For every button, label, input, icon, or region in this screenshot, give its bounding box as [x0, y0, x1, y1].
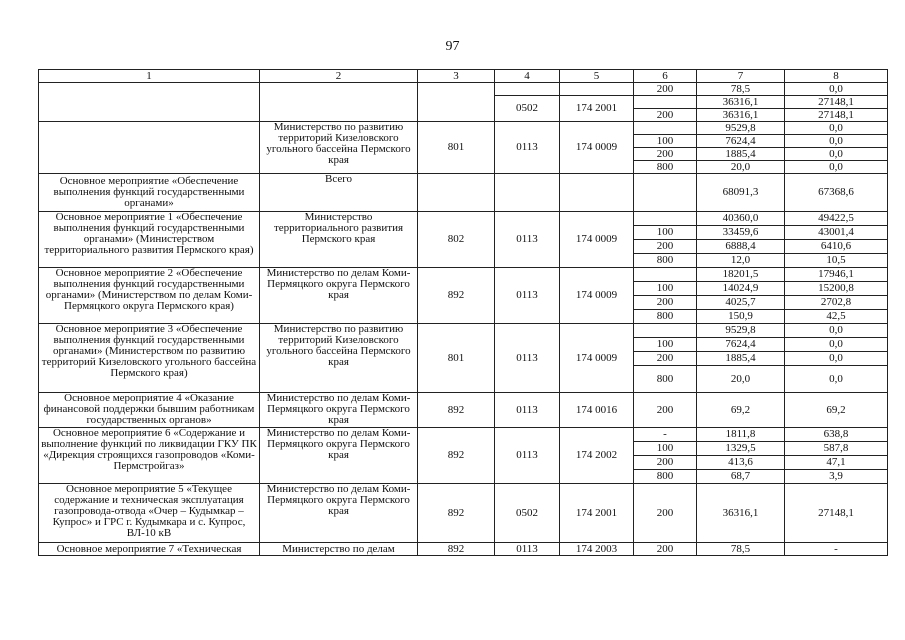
value-2019-cell: 78,5: [697, 83, 785, 96]
value-2020-cell: 638,8: [785, 428, 888, 442]
value-2020-cell: 2702,8: [785, 296, 888, 310]
grbs-cell: 892: [418, 393, 495, 428]
target-code-cell: 174 2001: [560, 484, 634, 543]
measure-cell: Основное мероприятие 4 «Оказание финансовой поддержки бывшим работникам государственных органов»: [39, 393, 260, 428]
value-2019-cell: 36316,1: [697, 96, 785, 109]
value-2020-cell: 43001,4: [785, 226, 888, 240]
value-2020-cell: 0,0: [785, 338, 888, 352]
value-2019-cell: 1811,8: [697, 428, 785, 442]
executor-cell: Министерство по делам: [260, 543, 418, 556]
kvr-cell: 200: [634, 543, 697, 556]
header-cell: 1: [39, 70, 260, 83]
value-2019-cell: 7624,4: [697, 135, 785, 148]
page-number: 97: [445, 39, 460, 54]
value-2019-cell: 78,5: [697, 543, 785, 556]
kvr-cell: 100: [634, 226, 697, 240]
value-2020-cell: 27148,1: [785, 109, 888, 122]
header-row: [39, 70, 888, 83]
table-row: [39, 174, 888, 212]
measure-cell: Основное мероприятие 2 «Обеспечение выполнения функций государственными органами» (Министерством по делам Коми-Пермяцкого округа Пермского края): [39, 268, 260, 324]
value-2020-cell: 3,9: [785, 470, 888, 484]
kvr-cell: [634, 324, 697, 338]
value-2020-cell: 10,5: [785, 254, 888, 268]
kvr-cell: 800: [634, 254, 697, 268]
measure-cell: Основное мероприятие 5 «Текущее содержание и техническая эксплуатация газопровода-отвода «Очер – Кудымкар – Купрос» и ГРС г. Кудымкара и с. Купрос, ВЛ-10 кВ: [39, 484, 260, 543]
value-2020-cell: 15200,8: [785, 282, 888, 296]
value-2019-cell: 12,0: [697, 254, 785, 268]
value-2019-cell: 36316,1: [697, 484, 785, 543]
table-row: [39, 268, 888, 282]
value-2019-cell: 40360,0: [697, 212, 785, 226]
kvr-cell: 200: [634, 296, 697, 310]
value-2020-cell: 27148,1: [785, 484, 888, 543]
empty-cell: [560, 83, 634, 96]
value-2019-cell: 9529,8: [697, 324, 785, 338]
measure-cell: Основное мероприятие «Обеспечение выполнения функций государственными органами»: [39, 174, 260, 212]
value-2019-cell: 36316,1: [697, 109, 785, 122]
kvr-cell: 800: [634, 366, 697, 393]
kvr-cell: [634, 122, 697, 135]
grbs-cell: 801: [418, 122, 495, 174]
section-code-cell: 0502: [495, 96, 560, 122]
empty-cell: [39, 83, 260, 122]
target-code-cell: 174 2002: [560, 428, 634, 484]
value-2019-cell: 1885,4: [697, 352, 785, 366]
kvr-cell: 800: [634, 161, 697, 174]
section-code-cell: 0113: [495, 543, 560, 556]
empty-cell: [418, 83, 495, 122]
value-2019-cell: 14024,9: [697, 282, 785, 296]
measure-cell: Основное мероприятие 7 «Техническая: [39, 543, 260, 556]
section-code-cell: 0113: [495, 428, 560, 484]
kvr-cell: 200: [634, 393, 697, 428]
value-2019-cell: 18201,5: [697, 268, 785, 282]
value-2020-cell: 6410,6: [785, 240, 888, 254]
target-code-cell: 174 0009: [560, 324, 634, 393]
empty-cell: [560, 174, 634, 212]
grbs-cell: 801: [418, 324, 495, 393]
value-2019-cell: 1329,5: [697, 442, 785, 456]
target-code-cell: 174 2001: [560, 96, 634, 122]
value-2019-cell: 68,7: [697, 470, 785, 484]
table-row: [39, 122, 888, 135]
value-2020-cell: 0,0: [785, 135, 888, 148]
table-row: [39, 543, 888, 556]
kvr-cell: 800: [634, 310, 697, 324]
empty-cell: [495, 174, 560, 212]
value-2019-cell: 4025,7: [697, 296, 785, 310]
value-2019-cell: 20,0: [697, 366, 785, 393]
table-row: [39, 484, 888, 543]
executor-cell: Министерство по делам Коми-Пермяцкого округа Пермского края: [260, 484, 418, 543]
value-2020-cell: 49422,5: [785, 212, 888, 226]
value-2019-cell: 69,2: [697, 393, 785, 428]
executor-cell: Министерство по развитию территорий Кизеловского угольного бассейна Пермского края: [260, 122, 418, 174]
budget-table: [38, 69, 888, 556]
empty-cell: [495, 83, 560, 96]
section-code-cell: 0113: [495, 393, 560, 428]
table-row: [39, 324, 888, 338]
kvr-cell: 200: [634, 352, 697, 366]
executor-cell: Министерство по делам Коми-Пермяцкого округа Пермского края: [260, 393, 418, 428]
empty-cell: [39, 122, 260, 174]
value-2020-cell: 0,0: [785, 366, 888, 393]
section-code-cell: 0113: [495, 268, 560, 324]
value-2019-cell: 68091,3: [697, 174, 785, 212]
header-cell: 5: [560, 70, 634, 83]
value-2019-cell: 7624,4: [697, 338, 785, 352]
kvr-cell: 200: [634, 83, 697, 96]
grbs-cell: 892: [418, 268, 495, 324]
value-2020-cell: 0,0: [785, 352, 888, 366]
target-code-cell: 174 0009: [560, 212, 634, 268]
value-2020-cell: 587,8: [785, 442, 888, 456]
target-code-cell: 174 0009: [560, 122, 634, 174]
kvr-cell: [634, 212, 697, 226]
value-2020-cell: 0,0: [785, 324, 888, 338]
kvr-cell: 800: [634, 470, 697, 484]
grbs-cell: 892: [418, 543, 495, 556]
header-cell: 2: [260, 70, 418, 83]
value-2019-cell: 20,0: [697, 161, 785, 174]
value-2019-cell: 33459,6: [697, 226, 785, 240]
empty-cell: [634, 174, 697, 212]
executor-cell: Министерство по развитию территорий Кизеловского угольного бассейна Пермского края: [260, 324, 418, 393]
empty-cell: [634, 96, 697, 109]
value-2020-cell: 67368,6: [785, 174, 888, 212]
value-2020-cell: 27148,1: [785, 96, 888, 109]
kvr-cell: 200: [634, 109, 697, 122]
kvr-cell: 200: [634, 240, 697, 254]
table-row: [39, 83, 888, 96]
value-2020-cell: 0,0: [785, 122, 888, 135]
measure-cell: Основное мероприятие 6 «Содержание и выполнение функций по ликвидации ГКУ ПК «Дирекция строящихся газопроводов «Коми-Пермстройгаз»: [39, 428, 260, 484]
header-cell: 4: [495, 70, 560, 83]
value-2020-cell: 47,1: [785, 456, 888, 470]
value-2020-cell: 0,0: [785, 161, 888, 174]
executor-cell: Министерство территориального развития Пермского края: [260, 212, 418, 268]
value-2019-cell: 9529,8: [697, 122, 785, 135]
kvr-cell: 100: [634, 338, 697, 352]
executor-cell: Министерство по делам Коми-Пермяцкого округа Пермского края: [260, 268, 418, 324]
header-cell: 7: [697, 70, 785, 83]
kvr-cell: -: [634, 428, 697, 442]
executor-cell: Всего: [260, 174, 418, 212]
kvr-cell: 100: [634, 282, 697, 296]
empty-cell: [260, 83, 418, 122]
header-cell: 8: [785, 70, 888, 83]
value-2019-cell: 150,9: [697, 310, 785, 324]
grbs-cell: 892: [418, 428, 495, 484]
value-2020-cell: 0,0: [785, 148, 888, 161]
value-2020-cell: 17946,1: [785, 268, 888, 282]
header-cell: 3: [418, 70, 495, 83]
table-row: [39, 393, 888, 428]
section-code-cell: 0113: [495, 122, 560, 174]
value-2019-cell: 413,6: [697, 456, 785, 470]
target-code-cell: 174 0016: [560, 393, 634, 428]
empty-cell: [418, 174, 495, 212]
target-code-cell: 174 0009: [560, 268, 634, 324]
grbs-cell: 802: [418, 212, 495, 268]
measure-cell: Основное мероприятие 3 «Обеспечение выполнения функций государственными органами» (Министерством по развитию территорий Кизеловского угольного бассейна Пермского края): [39, 324, 260, 393]
value-2020-cell: 0,0: [785, 83, 888, 96]
table-row: [39, 212, 888, 226]
section-code-cell: 0113: [495, 324, 560, 393]
value-2020-cell: 69,2: [785, 393, 888, 428]
kvr-cell: 200: [634, 456, 697, 470]
kvr-cell: [634, 268, 697, 282]
kvr-cell: 200: [634, 484, 697, 543]
kvr-cell: 200: [634, 148, 697, 161]
kvr-cell: 100: [634, 442, 697, 456]
header-cell: 6: [634, 70, 697, 83]
table-row: [39, 428, 888, 442]
value-2019-cell: 1885,4: [697, 148, 785, 161]
grbs-cell: 892: [418, 484, 495, 543]
kvr-cell: 100: [634, 135, 697, 148]
section-code-cell: 0113: [495, 212, 560, 268]
value-2020-cell: -: [785, 543, 888, 556]
section-code-cell: 0502: [495, 484, 560, 543]
value-2020-cell: 42,5: [785, 310, 888, 324]
target-code-cell: 174 2003: [560, 543, 634, 556]
measure-cell: Основное мероприятие 1 «Обеспечение выполнения функций государственными органами» (Министерством территориального развития Пермского края): [39, 212, 260, 268]
executor-cell: Министерство по делам Коми-Пермяцкого округа Пермского края: [260, 428, 418, 484]
value-2019-cell: 6888,4: [697, 240, 785, 254]
